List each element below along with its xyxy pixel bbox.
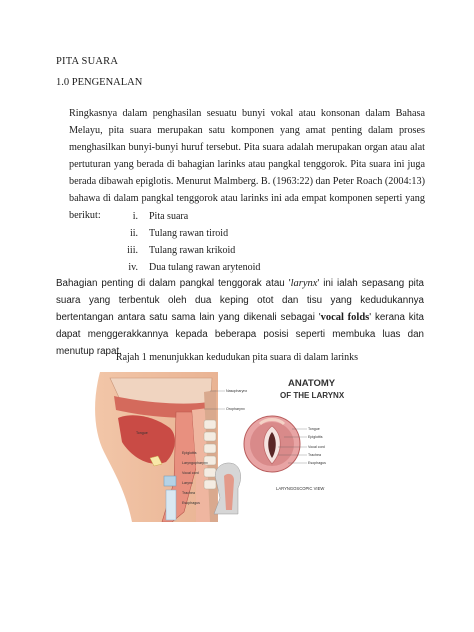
term-vocal-folds: vocal folds	[320, 312, 370, 323]
term-larynx: larynx	[290, 278, 318, 289]
label-trachea-right: Trachea	[308, 453, 322, 457]
intro-paragraph: Ringkasnya dalam penghasilan sesuatu bunyi vokal atau konsonan dalam Bahasa Melayu, pita suara merupakan satu komponen yang amat penting dalam proses menghasilkan bunyi-bunyi huruf tersebut. Pita suara adalah merupakan organ atau alat pertuturan yang berada di bahagian larinks atau pangkal tenggorok. Pita suara ini juga berada dibawah epiglotis. Menurut Malmberg. B. (1963:22) dan Peter Roach (2004:13) bahawa di dalam pangkal tenggorok atau larinks ini ada empat komponen seperti yang berikut:	[69, 108, 426, 221]
section-heading: 1.0 PENGENALAN	[56, 77, 143, 88]
figure-caption: Rajah 1 menunjukkan kedudukan pita suara di dalam larinks	[115, 352, 359, 363]
label-vocal-cord: Vocal cord	[182, 471, 199, 475]
label-nasopharynx: Nasopharynx	[226, 389, 248, 393]
label-oropharynx: Oropharynx	[226, 407, 245, 411]
label-epiglottis-right: Epiglottis	[308, 435, 323, 439]
label-epiglottis: Epiglottis	[182, 451, 197, 455]
head-silhouette-icon	[214, 463, 241, 514]
label-vocal-cord-right: Vocal cord	[308, 445, 325, 449]
figure-title-line1: ANATOMY	[288, 378, 336, 389]
label-trachea: Trachea	[182, 491, 196, 495]
label-tongue-right: Tongue	[308, 427, 320, 431]
label-laryngopharynx: Laryngopharynx	[182, 461, 208, 465]
figure-title-line2: OF THE LARYNX	[280, 391, 345, 400]
label-tongue: Tongue	[136, 431, 148, 435]
larynx-anatomy-figure	[92, 372, 382, 522]
label-esophagus: Esophagus	[182, 501, 200, 505]
label-larynx: Larynx	[182, 481, 193, 485]
laryngoscopic-view-illustration	[244, 416, 300, 472]
list-item: i. Pita suara	[132, 211, 189, 222]
laryngoscopic-view-label: LARYNGOSCOPIC VIEW	[276, 486, 325, 491]
label-esophagus-right: Esophagus	[308, 461, 326, 465]
document-title: PITA SUARA	[56, 56, 119, 67]
list-item: iii. Tulang rawan krikoid	[127, 245, 236, 256]
component-list	[106, 208, 260, 276]
vocal-folds-paragraph: Bahagian penting di dalam pangkal tenggorak atau 'larynx' ini ialah sepasang pita suara yang terbentuk oleh dua keping otot dan tisu yang kedudukannya bertentangan antara satu sama lain yang dikenali sebagai 'vocal folds' kerana kita dapat menggerakkannya kepada beberapa posisi seperti membuka luas dan menutup rapat.	[56, 278, 424, 357]
list-item: iv. Dua tulang rawan arytenoid	[128, 262, 261, 273]
list-item: ii. Tulang rawan tiroid	[129, 228, 229, 239]
